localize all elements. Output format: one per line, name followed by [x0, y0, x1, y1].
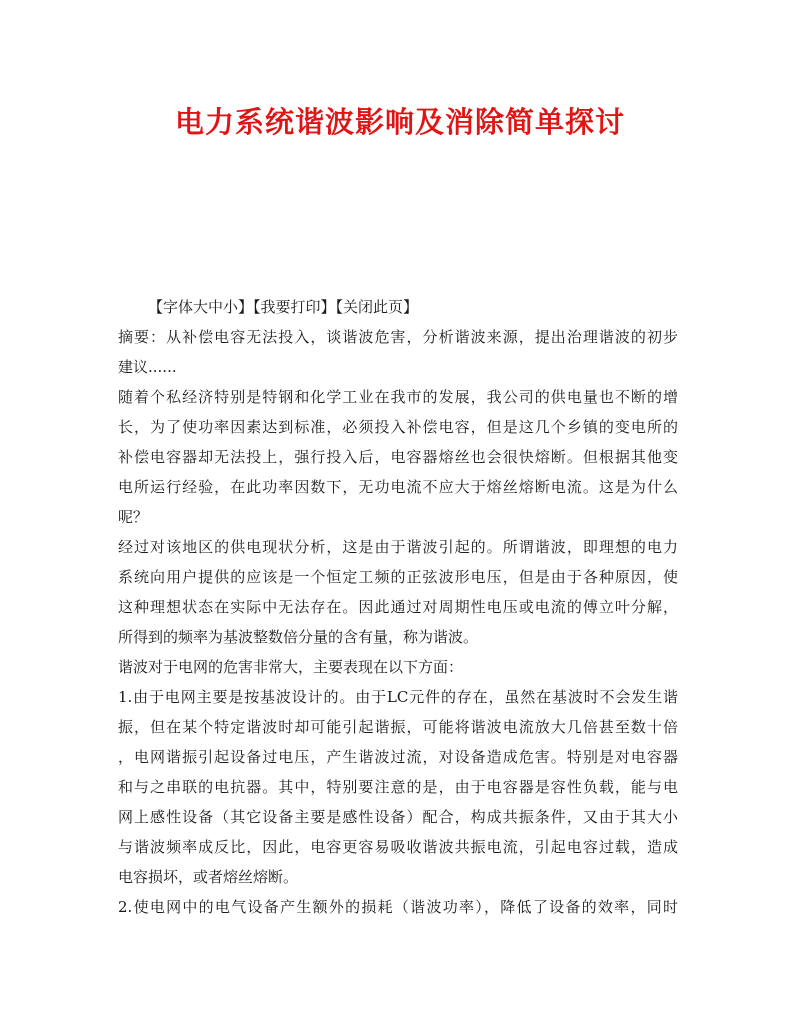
document-title: 电力系统谐波影响及消除简单探讨 — [174, 105, 625, 139]
text-line: 经过对该地区的供电现状分析，这是由于谐波引起的。所谓谐波，即理想的电力 — [118, 538, 678, 556]
font-size-link[interactable]: 【字体大中小】 — [148, 298, 254, 316]
text-line: 建议...... — [118, 358, 177, 376]
text-line: 这种理想状态在实际中无法存在。因此通过对周期性电压或电流的傅立叶分解， — [118, 598, 678, 616]
print-link[interactable]: 【我要打印】 — [253, 298, 336, 316]
text-line: 1.由于电网主要是按基波设计的。由于LC元件的存在，虽然在基波时不会发生谐 — [118, 688, 678, 706]
text-line: 系统向用户提供的应该是一个恒定工频的正弦波形电压，但是由于各种原因，使 — [118, 568, 678, 586]
text-line: ，电网谐振引起设备过电压，产生谐波过流，对设备造成危害。特别是对电容器 — [118, 748, 678, 766]
text-line: 补偿电容器却无法投上，强行投入后，电容器熔丝也会很快熔断。但根据其他变 — [118, 448, 678, 466]
text-line: 网上感性设备（其它设备主要是感性设备）配合，构成共振条件，又由于其大小 — [118, 808, 678, 826]
text-line: 电容损坏，或者熔丝熔断。 — [118, 868, 299, 886]
text-line: 和与之串联的电抗器。其中，特别要注意的是，由于电容器是容性负载，能与电 — [118, 778, 678, 796]
text-line: 呢？ — [118, 508, 149, 526]
text-line: 振，但在某个特定谐波时却可能引起谐振，可能将谐波电流放大几倍甚至数十倍 — [118, 718, 678, 736]
text-line: 2.使电网中的电气设备产生额外的损耗（谐波功率），降低了设备的效率，同时 — [118, 898, 678, 916]
close-page-link[interactable]: 【关闭此页】 — [335, 298, 419, 316]
document-body — [118, 292, 678, 922]
text-line: 所得到的频率为基波整数倍分量的含有量，称为谐波。 — [118, 628, 479, 646]
text-line: 电所运行经验，在此功率因数下，无功电流不应大于熔丝熔断电流。这是为什么 — [118, 478, 678, 496]
text-line: 谐波对于电网的危害非常大，主要表现在以下方面： — [118, 658, 464, 676]
text-line: 长，为了使功率因素达到标准，必须投入补偿电容，但是这几个乡镇的变电所的 — [118, 418, 678, 436]
article-toolbar — [118, 292, 678, 322]
text-line: 随着个私经济特别是特钢和化学工业在我市的发展，我公司的供电量也不断的增 — [118, 388, 678, 406]
text-line: 摘要：从补偿电容无法投入，谈谐波危害，分析谐波来源，提出治理谐波的初步 — [118, 328, 678, 346]
text-line: 与谐波频率成反比，因此，电容更容易吸收谐波共振电流，引起电容过载，造成 — [118, 838, 678, 856]
